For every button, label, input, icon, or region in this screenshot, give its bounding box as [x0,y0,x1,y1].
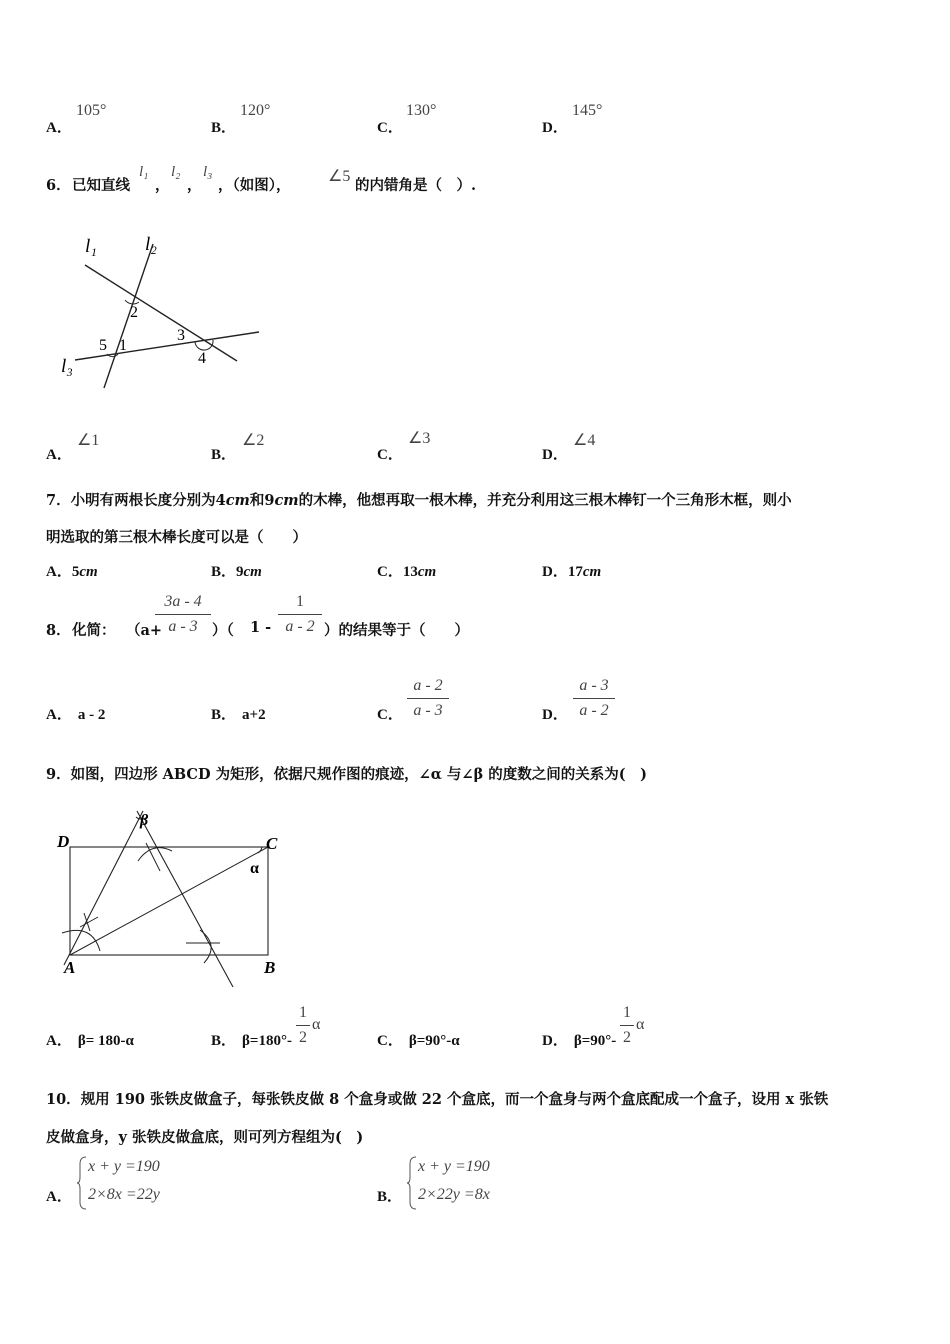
q6-number: 6． [46,177,71,194]
q8-option-c-label[interactable]: C． [377,707,403,723]
q8-option-d-fraction: a - 3 a - 2 [573,676,615,721]
q10-line-2: 皮做盒身，y 张铁皮做盒底，则可列方程组为( ) [46,1129,364,1146]
q8-option-b[interactable]: B． a+2 [211,707,266,723]
q6-fig-label-l3: l₃ [61,356,73,377]
q8-fraction-2: 1 a - 2 [278,592,322,637]
q7-option-c[interactable]: C．13cm [377,564,437,580]
q10-option-a-eq1: x + y =190 [88,1158,160,1175]
q6-figure [55,230,270,390]
q5-option-d-label[interactable]: D． [542,120,568,136]
q6-fig-angle-2: 2 [130,304,138,321]
q9-option-b-fraction: 1 2 [296,1003,310,1048]
q7-option-d[interactable]: D．17cm [542,564,602,580]
q10-option-b-eq2: 2×22y =8x [418,1186,490,1203]
q6-option-d-label[interactable]: D． [542,447,568,463]
q6-fig-angle-5: 5 [99,337,107,354]
q9-fig-vertex-c: C [266,834,278,853]
q6-option-a-value: ∠1 [77,432,100,449]
q6-sep1: ， [155,177,170,194]
q5-option-c-label[interactable]: C． [377,120,403,136]
q5-option-b-label[interactable]: B． [211,120,237,136]
q10-option-b-label[interactable]: B． [377,1189,403,1205]
q6-option-b-label[interactable]: B． [211,447,237,463]
q5-option-a-value: 105° [76,102,107,119]
q6-fig-label-l2: l₂ [145,234,157,255]
q6-angle: ∠5 [328,168,351,185]
q5-option-c-value: 130° [406,102,437,119]
q9-figure [50,805,290,990]
q9-fig-angle-alpha: α [250,860,259,877]
q7-number: 7． [46,492,71,509]
q9-fig-vertex-d: D [57,832,70,851]
q6-option-d-value: ∠4 [573,432,596,449]
q7-line-2: 明选取的第三根木棒长度可以是（ ） [46,529,307,546]
q7-and: 和 [249,492,265,509]
q10-option-b-brace-icon [406,1156,418,1210]
q9-option-d-tail: α [636,1016,645,1033]
q5-option-b-value: 120° [240,102,271,119]
q10-option-b-eq1: x + y =190 [418,1158,490,1175]
q10-text-1: 规用 190 张铁皮做盒子，每张铁皮做 8 个盒身或做 22 个盒底，而一个盒身与两个盒底配成一个盒子，设用 x 张铁 [80,1091,829,1108]
q6-sep2: ， [187,177,202,194]
q9-text: 如图，四边形 ABCD 为矩形，依据尺规作图的痕迹，∠α 与∠β 的度数之间的关系为( ) [70,766,647,783]
q8-fraction-1: 3a - 4 a - 3 [155,592,211,637]
q7-len1: 4 [215,492,226,509]
q7-len2: 9 [264,492,275,509]
q8-part1: （a+ [126,622,163,639]
q6-fig-label-l1: l₁ [85,236,97,257]
q7-option-b[interactable]: B．9cm [211,564,262,580]
q9-fig-angle-beta: β [140,812,149,829]
q8-text-a: 化简： [72,622,116,639]
q8-option-c-fraction: a - 2 a - 3 [407,676,449,721]
q9-option-d[interactable]: D． β=90°- [542,1033,617,1049]
q9-option-b-tail: α [312,1016,321,1033]
q8-option-a[interactable]: A． a - 2 [46,707,106,723]
q6-text-c: 的内错角是（ ）. [355,177,477,194]
q7-unit1: cm [225,492,250,509]
q7-text-a: 小明有两根长度分别为 [70,492,216,509]
q10-number: 10． [46,1091,81,1108]
q6-fig-angle-3: 3 [177,327,185,344]
q9-fig-vertex-a: A [64,958,76,977]
q7-text-b: 的木棒，他想再取一根木棒，并充分利用这三根木棒钉一个三角形木框，则小 [298,492,792,509]
q9-option-a[interactable]: A． β= 180-α [46,1033,134,1049]
q6-fig-angle-4: 4 [198,350,206,367]
q9-number: 9． [46,766,71,783]
q10-option-a-brace-icon [76,1156,88,1210]
q8-number: 8． [46,622,71,639]
q6-option-a-label[interactable]: A． [46,447,72,463]
q7-option-a[interactable]: A．5cm [46,564,98,580]
q6-l3: l₃ [203,164,213,180]
q6-l1: l₁ [139,164,149,180]
q5-option-a-label[interactable]: A． [46,120,72,136]
q9-stem [46,763,647,784]
q7-unit2: cm [274,492,299,509]
q8-part2: ）（ [212,622,234,639]
q10-option-a-label[interactable]: A． [46,1189,72,1205]
q9-fig-vertex-b: B [264,958,276,977]
q6-l2: l₂ [171,164,181,180]
q5-option-d-value: 145° [572,102,603,119]
q7-line-1 [46,489,792,510]
q6-text-a: 已知直线 [72,177,130,194]
q9-option-d-fraction: 1 2 [620,1003,634,1048]
q6-option-c-value: ∠3 [408,430,431,447]
q10-option-a-eq2: 2×8x =22y [88,1186,160,1203]
q10-line-1 [46,1088,828,1109]
q6-text-b: ，（如图）， [218,177,291,194]
q6-option-c-label[interactable]: C． [377,447,403,463]
q6-option-b-value: ∠2 [242,432,265,449]
q6-fig-angle-1: 1 [119,337,127,354]
q9-option-c[interactable]: C． β=90°-α [377,1033,460,1049]
q8-option-d-label[interactable]: D． [542,707,568,723]
q9-option-b[interactable]: B． β=180°- [211,1033,292,1049]
q8-text-b: ）的结果等于（ ） [324,622,469,639]
q8-part3: 1 - [250,619,272,636]
